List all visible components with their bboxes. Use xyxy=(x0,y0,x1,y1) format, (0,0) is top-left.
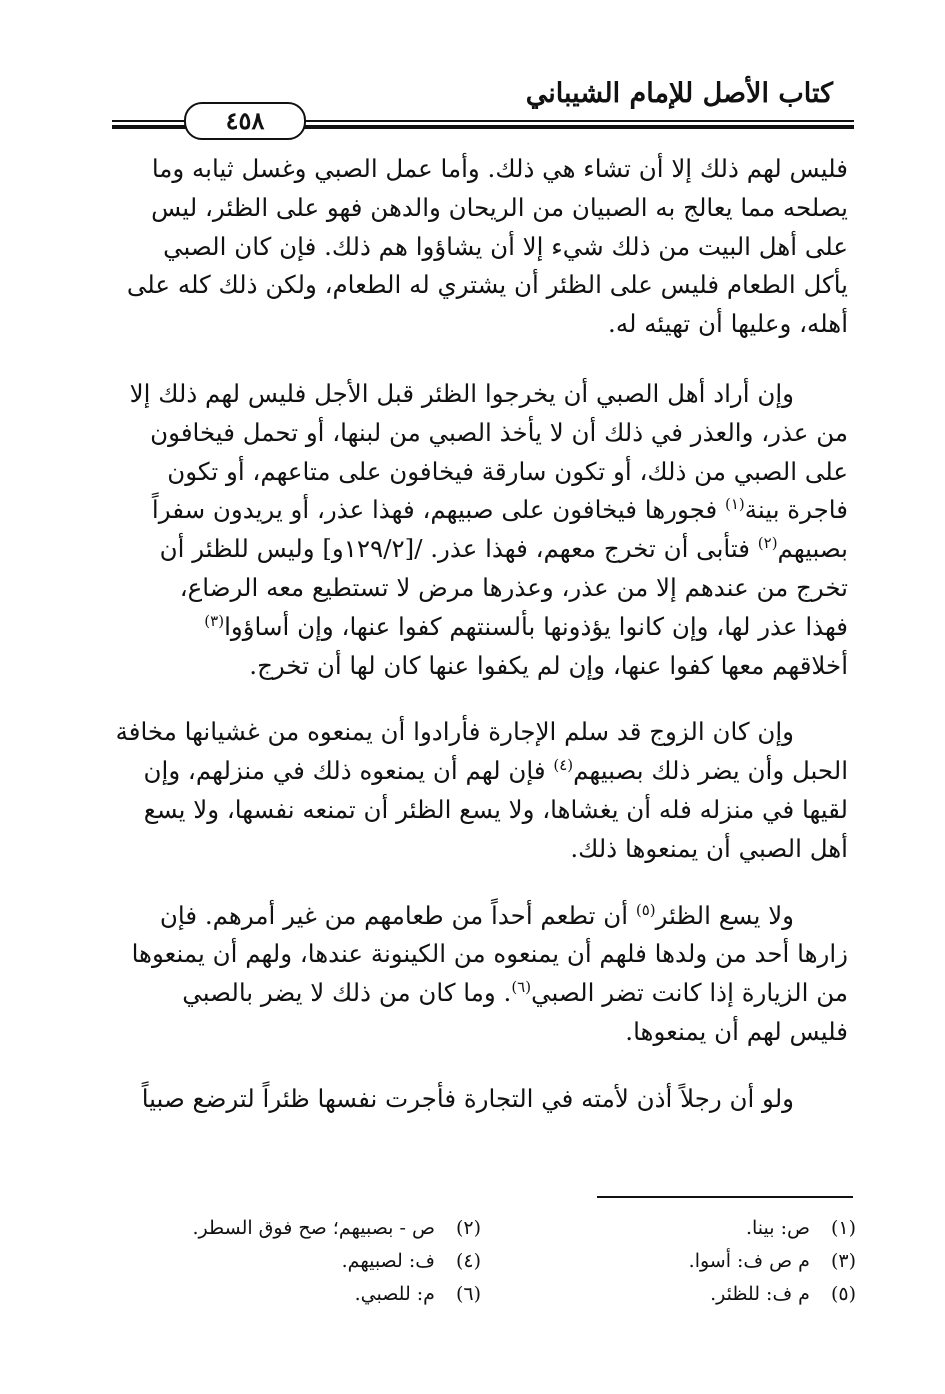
footnote-separator xyxy=(597,1196,853,1198)
paragraph-5 xyxy=(106,1080,848,1119)
text-segment: . وما كان من ذلك لا يضر بالصبي xyxy=(182,978,512,1008)
paragraph-4 xyxy=(106,897,848,1052)
text-line: أهله، وعليها أن تهيئه له. xyxy=(608,309,848,339)
paragraph-1 xyxy=(106,150,848,344)
footnote-number: (٦) xyxy=(455,1283,481,1305)
text-line xyxy=(106,608,848,647)
text-segment: فتأبى أن تخرج معهم، فهذا عذر. /[١٢٩/٢و] وليس للظئر أن xyxy=(159,534,758,564)
footnote-5 xyxy=(481,1278,856,1311)
text-segment: فاجرة بينة xyxy=(744,495,848,525)
footnote-text: م ص ف: أسوا. xyxy=(688,1250,810,1272)
text-line: فليس لهم أن يمنعوها. xyxy=(625,1016,848,1046)
footnote-text: ص: بينا. xyxy=(745,1217,810,1239)
footnote-3 xyxy=(481,1245,856,1278)
footnote-text: م ف: للظئر. xyxy=(710,1283,810,1305)
footnote-row xyxy=(106,1212,856,1245)
text-line xyxy=(106,530,848,569)
text-line: أخلاقهم معها كفوا عنها، وإن لم يكفوا عنها كان لها أن تخرج. xyxy=(249,650,848,680)
footnote-number: (٣) xyxy=(830,1250,856,1272)
footnote-number: (٥) xyxy=(830,1283,856,1305)
footnote-ref-2: (٢) xyxy=(757,534,778,553)
footnote-row xyxy=(106,1278,856,1311)
paragraph-2 xyxy=(106,375,848,685)
footnote-text: م: للصبي. xyxy=(354,1283,435,1305)
footnote-text: ص - بصبيهم؛ صح فوق السطر. xyxy=(192,1217,435,1239)
footnote-ref-3: (٣) xyxy=(204,611,225,630)
text-line: على الصبي من ذلك، أو تكون سارقة فيخافون على متاعهم، أو تكون xyxy=(167,456,848,486)
text-line: لقيها في منزله فله أن يغشاها، ولا يسع الظئر أن تمنعه نفسها، ولا يسع xyxy=(143,794,848,824)
text-segment: أن تطعم أحداً من طعامهم من غير أمرهم. فإن xyxy=(159,900,636,930)
text-line: فليس لهم ذلك إلا أن تشاء هي ذلك. وأما عمل الصبي وغسل ثيابه وما xyxy=(151,154,848,183)
text-segment: فهذا عذر لها، وإن كانوا يؤذونها بألسنتهم كفوا عنها، وإن أساؤوا xyxy=(224,611,848,641)
text-segment: من الزيارة إذا كانت تضر الصبي xyxy=(531,978,848,1008)
footnote-6 xyxy=(106,1278,481,1311)
footnote-number: (٢) xyxy=(455,1217,481,1239)
footnote-1 xyxy=(481,1212,856,1245)
text-segment: فإن لهم أن يمنعوه ذلك في منزلهم، وإن xyxy=(143,756,554,786)
text-segment: فجورها فيخافون على صبيهم، فهذا عذر، أو يريدون سفراً xyxy=(151,495,725,525)
footnote-number: (١) xyxy=(830,1217,856,1239)
text-line: من عذر، والعذر في ذلك أن لا يأخذ الصبي من لبنها، أو تحمل فيخافون xyxy=(150,417,848,447)
footnote-row xyxy=(106,1245,856,1278)
text-line: يأكل الطعام فليس على الظئر أن يشتري له الطعام، ولكن ذلك كله على xyxy=(126,270,848,300)
running-title: كتاب الأصل للإمام الشيباني xyxy=(525,78,833,109)
footnote-ref-6: (٦) xyxy=(511,977,532,996)
text-line xyxy=(106,752,848,791)
text-segment: الحبل وأن يضر ذلك بصبيهم xyxy=(573,756,848,786)
text-line: يصلحه مما يعالج به الصبيان من الريحان والدهن فهو على الظئر، ليس xyxy=(151,192,848,222)
text-segment: بصبيهم xyxy=(777,534,848,564)
text-segment: ولا يسع الظئر xyxy=(655,900,794,930)
footnote-4 xyxy=(106,1245,481,1278)
paragraph-3 xyxy=(106,713,848,868)
footnote-2 xyxy=(106,1212,481,1245)
text-line: وإن كان الزوج قد سلم الإجارة فأرادوا أن يمنعوه من غشيانها مخافة xyxy=(115,717,794,747)
text-line: ولو أن رجلاً أذن لأمته في التجارة فأجرت نفسها ظئراً لترضع صبياً xyxy=(141,1083,794,1113)
footnote-ref-5: (٥) xyxy=(635,900,656,919)
page-number: ٤٥٨ xyxy=(184,102,306,140)
footnote-text: ف: لصبيهم. xyxy=(341,1250,435,1272)
footnote-ref-4: (٤) xyxy=(553,756,574,774)
text-line xyxy=(106,491,848,530)
footnote-ref-1: (١) xyxy=(725,495,745,514)
text-line: تخرج من عندهم إلا من عذر، وعذرها مرض لا تستطيع معه الرضاع، xyxy=(179,572,848,602)
text-line: أهل الصبي أن يمنعوها ذلك. xyxy=(570,833,848,863)
text-line: وإن أراد أهل الصبي أن يخرجوا الظئر قبل الأجل فليس لهم ذلك إلا xyxy=(129,378,794,408)
footnotes xyxy=(106,1212,856,1311)
text-line xyxy=(106,897,848,936)
body-text xyxy=(106,150,848,1119)
text-line: على أهل البيت من ذلك شيء إلا أن يشاؤوا هم ذلك. فإن كان الصبي xyxy=(163,231,848,261)
text-line xyxy=(106,974,848,1013)
footnote-number: (٤) xyxy=(455,1250,481,1272)
text-line: زارها أحد من ولدها فلهم أن يمنعوه من الكينونة عندها، ولهم أن يمنعوها xyxy=(131,939,848,969)
